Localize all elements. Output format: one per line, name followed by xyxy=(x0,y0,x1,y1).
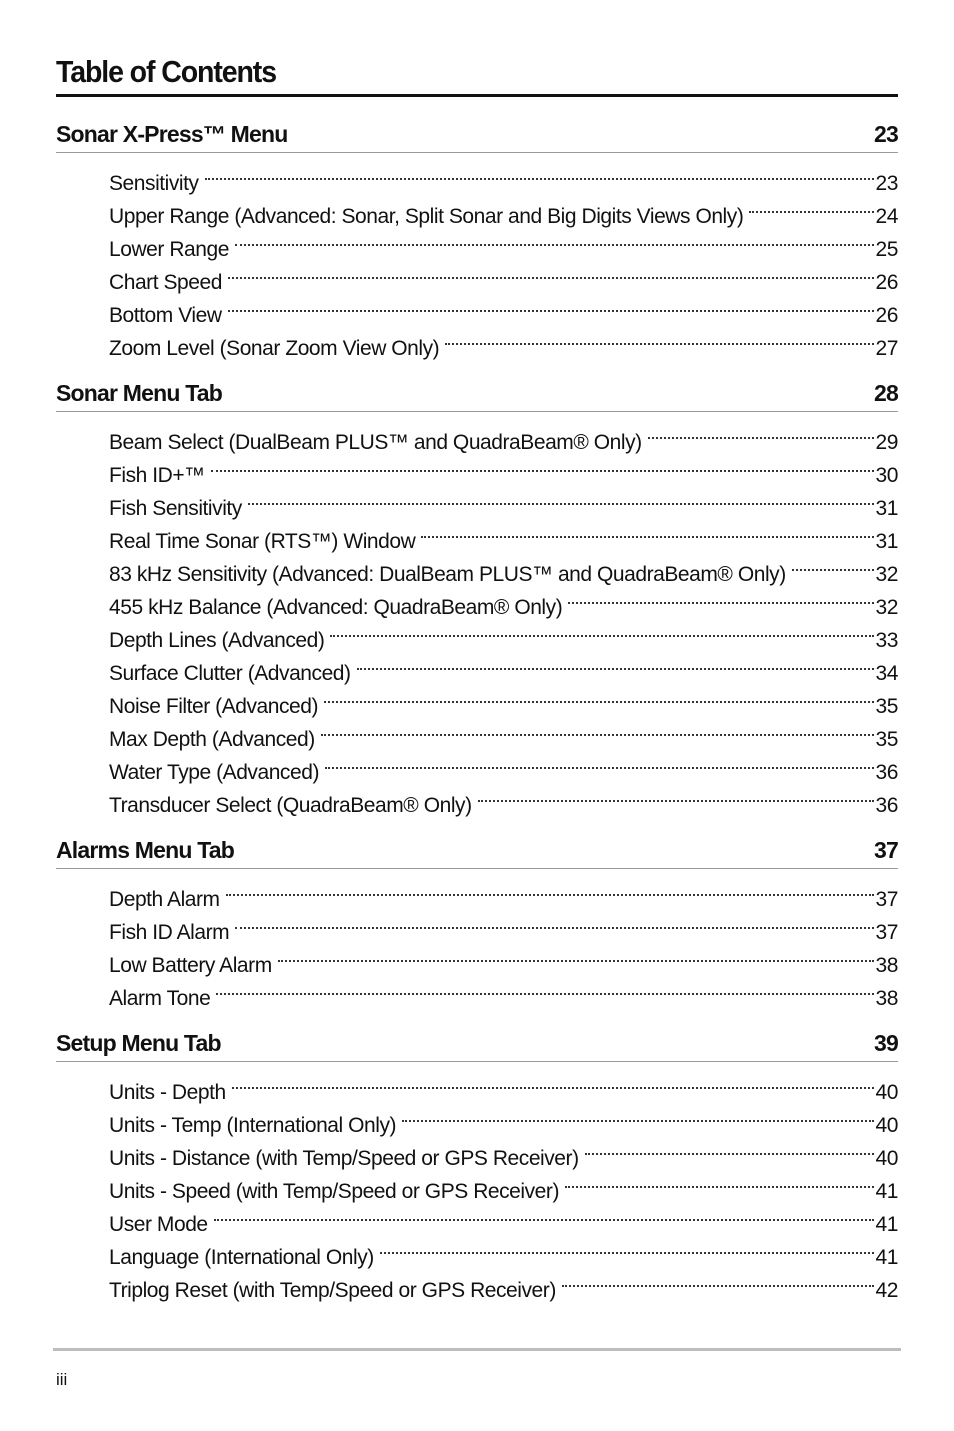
entry-page-number: 42 xyxy=(875,1279,898,1302)
entry-label: Zoom Level (Sonar Zoom View Only) xyxy=(109,337,440,360)
entry-label: 455 kHz Balance (Advanced: QuadraBeam® Only) xyxy=(109,596,563,619)
entry-page-number: 33 xyxy=(875,629,898,652)
table-of-contents xyxy=(56,114,898,1315)
entry-label: Triplog Reset (with Temp/Speed or GPS Receiver) xyxy=(109,1279,556,1302)
entry-label: Units - Distance (with Temp/Speed or GPS Receiver) xyxy=(109,1147,579,1170)
page-number: iii xyxy=(56,1370,68,1389)
entry-label: User Mode xyxy=(109,1213,208,1236)
title-divider xyxy=(56,94,898,97)
toc-entry[interactable] xyxy=(109,289,898,327)
entry-label: Bottom View xyxy=(109,304,222,327)
section-title: Sonar X-Press™ Menu xyxy=(56,121,288,147)
entry-label: Upper Range (Advanced: Sonar, Split Sonar and Big Digits Views Only) xyxy=(109,205,744,228)
dot-leader xyxy=(325,746,874,779)
entry-label: Fish ID+™ xyxy=(109,464,205,487)
entry-page-number: 29 xyxy=(875,431,898,454)
dot-leader xyxy=(445,322,873,355)
toc-entry[interactable] xyxy=(109,322,898,360)
entry-label: Noise Filter (Advanced) xyxy=(109,695,319,718)
toc-entry[interactable] xyxy=(109,1198,898,1236)
dot-leader xyxy=(324,680,873,713)
dot-leader xyxy=(235,906,873,939)
entry-page-number: 26 xyxy=(875,271,898,294)
entry-page-number: 23 xyxy=(875,172,898,195)
dot-leader xyxy=(562,1264,874,1297)
dot-leader xyxy=(357,647,874,680)
toc-entry[interactable] xyxy=(109,873,898,911)
section-page-number: 28 xyxy=(874,380,898,406)
entry-label: Chart Speed xyxy=(109,271,222,294)
toc-section xyxy=(56,830,898,1010)
dot-leader xyxy=(792,548,874,581)
entry-page-number: 30 xyxy=(875,464,898,487)
toc-entry[interactable] xyxy=(109,906,898,944)
toc-entry[interactable] xyxy=(109,449,898,487)
toc-entry[interactable] xyxy=(109,972,898,1010)
footer-divider xyxy=(53,1348,901,1351)
entry-page-number: 34 xyxy=(875,662,898,685)
entry-label: Low Battery Alarm xyxy=(109,954,272,977)
entry-label: Language (International Only) xyxy=(109,1246,374,1269)
entry-label: Units - Depth xyxy=(109,1081,226,1104)
entry-label: Units - Temp (International Only) xyxy=(109,1114,397,1137)
dot-leader xyxy=(749,190,873,223)
entry-label: Water Type (Advanced) xyxy=(109,761,319,784)
entry-page-number: 40 xyxy=(875,1081,898,1104)
toc-section xyxy=(56,114,898,360)
dot-leader xyxy=(278,939,874,972)
dot-leader xyxy=(216,972,873,1005)
page-title: Table of Contents xyxy=(56,54,276,89)
dot-leader xyxy=(248,482,874,515)
entry-page-number: 40 xyxy=(875,1114,898,1137)
entry-label: Depth Lines (Advanced) xyxy=(109,629,325,652)
dot-leader xyxy=(565,1165,874,1198)
dot-leader xyxy=(214,1198,874,1231)
entry-label: Max Depth (Advanced) xyxy=(109,728,315,751)
entry-page-number: 32 xyxy=(875,563,898,586)
dot-leader xyxy=(568,581,873,614)
section-heading[interactable] xyxy=(56,373,898,412)
toc-section xyxy=(56,373,898,817)
entry-label: Surface Clutter (Advanced) xyxy=(109,662,351,685)
section-page-number: 39 xyxy=(874,1030,898,1056)
section-title: Alarms Menu Tab xyxy=(56,837,234,863)
dot-leader xyxy=(232,1066,874,1099)
dot-leader xyxy=(380,1231,874,1264)
entry-page-number: 31 xyxy=(875,530,898,553)
dot-leader xyxy=(421,515,873,548)
section-heading[interactable] xyxy=(56,830,898,869)
entry-page-number: 38 xyxy=(875,987,898,1010)
toc-entry[interactable] xyxy=(109,1099,898,1137)
entry-label: Fish Sensitivity xyxy=(109,497,242,520)
entry-page-number: 41 xyxy=(875,1180,898,1203)
toc-entry[interactable] xyxy=(109,1231,898,1269)
entry-page-number: 25 xyxy=(875,238,898,261)
entry-label: Beam Select (DualBeam PLUS™ and QuadraBeam® Only) xyxy=(109,431,642,454)
entry-page-number: 27 xyxy=(875,337,898,360)
entry-label: Fish ID Alarm xyxy=(109,921,230,944)
toc-entry[interactable] xyxy=(109,1066,898,1104)
entry-page-number: 41 xyxy=(875,1246,898,1269)
dot-leader xyxy=(205,157,874,190)
entry-page-number: 31 xyxy=(875,497,898,520)
toc-entry[interactable] xyxy=(109,157,898,195)
entry-page-number: 36 xyxy=(875,761,898,784)
dot-leader xyxy=(226,873,874,906)
entry-label: Transducer Select (QuadraBeam® Only) xyxy=(109,794,472,817)
entry-label: Lower Range xyxy=(109,238,229,261)
dot-leader xyxy=(228,256,874,289)
entry-page-number: 35 xyxy=(875,728,898,751)
toc-entry[interactable] xyxy=(109,482,898,520)
dot-leader xyxy=(402,1099,873,1132)
toc-entry[interactable] xyxy=(109,190,898,228)
entry-page-number: 40 xyxy=(875,1147,898,1170)
entry-list xyxy=(56,412,898,817)
section-page-number: 37 xyxy=(874,837,898,863)
dot-leader xyxy=(330,614,873,647)
entry-page-number: 36 xyxy=(875,794,898,817)
entry-label: Units - Speed (with Temp/Speed or GPS Receiver) xyxy=(109,1180,559,1203)
section-title: Setup Menu Tab xyxy=(56,1030,221,1056)
section-title: Sonar Menu Tab xyxy=(56,380,222,406)
entry-list xyxy=(56,869,898,1010)
entry-page-number: 41 xyxy=(875,1213,898,1236)
toc-entry[interactable] xyxy=(109,256,898,294)
dot-leader xyxy=(211,449,874,482)
dot-leader xyxy=(478,779,874,812)
dot-leader xyxy=(648,416,874,449)
dot-leader xyxy=(235,223,874,256)
entry-page-number: 26 xyxy=(875,304,898,327)
section-page-number: 23 xyxy=(874,121,898,147)
dot-leader xyxy=(585,1132,874,1165)
section-heading[interactable] xyxy=(56,114,898,153)
entry-label: Sensitivity xyxy=(109,172,199,195)
section-heading[interactable] xyxy=(56,1023,898,1062)
entry-label: Real Time Sonar (RTS™) Window xyxy=(109,530,416,553)
entry-page-number: 37 xyxy=(875,921,898,944)
dot-leader xyxy=(228,289,874,322)
entry-label: Alarm Tone xyxy=(109,987,211,1010)
entry-page-number: 32 xyxy=(875,596,898,619)
entry-page-number: 24 xyxy=(875,205,898,228)
entry-label: Depth Alarm xyxy=(109,888,220,911)
entry-page-number: 38 xyxy=(875,954,898,977)
entry-page-number: 35 xyxy=(875,695,898,718)
toc-section xyxy=(56,1023,898,1302)
entry-label: 83 kHz Sensitivity (Advanced: DualBeam PLUS™ and QuadraBeam® Only) xyxy=(109,563,786,586)
entry-page-number: 37 xyxy=(875,888,898,911)
dot-leader xyxy=(321,713,874,746)
entry-list xyxy=(56,1062,898,1302)
entry-list xyxy=(56,153,898,360)
toc-entry[interactable] xyxy=(109,416,898,454)
